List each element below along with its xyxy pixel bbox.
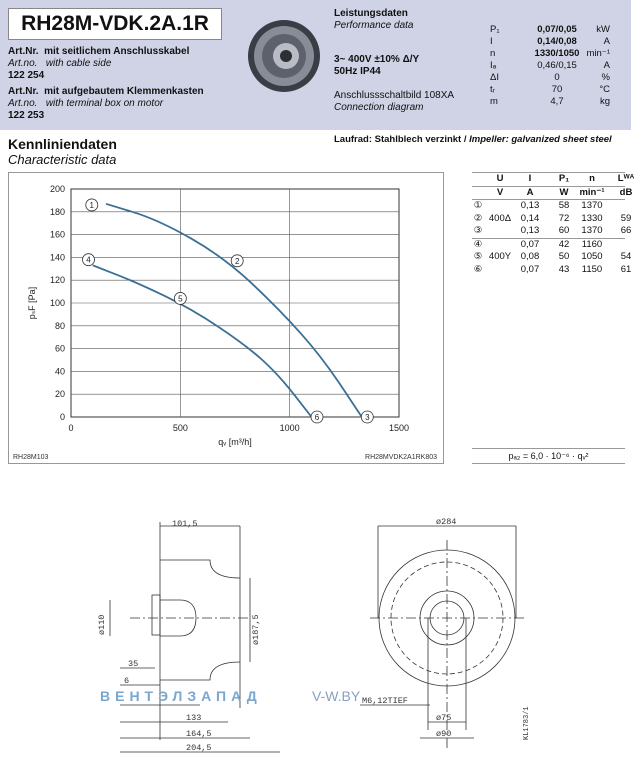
art2-line-en: Art.no. with terminal box on motor [8,98,164,109]
art1-number: 122 254 [8,70,45,81]
y-tick-label: 160 [49,229,65,240]
x-tick-label: 1500 [388,423,410,433]
table-cell: 1370 [581,200,603,211]
curve-marker-label: 6 [314,413,320,422]
svg-text:204,5: 204,5 [186,743,212,753]
svg-text:164,5: 164,5 [186,729,212,739]
table-cell: ③ [473,225,483,236]
y-tick-label: 80 [54,320,65,331]
fan-photo [244,16,324,96]
table-cell: 42 [558,238,570,250]
table-cell: U [496,173,504,184]
curve-marker-label: 5 [178,294,183,304]
table-cell: 61 [620,263,632,275]
watermark-url: V-W.BY [312,688,361,704]
param-row: Iₐ 0,46/0,15 A [490,60,610,71]
y-tick-label: 100 [49,298,65,308]
art2-number: 122 253 [8,110,45,121]
frequency: 50Hz IP44 [334,66,381,77]
param-row: ΔI 0 % [490,72,610,83]
chart-frame [8,172,444,464]
characteristic-table [472,172,635,276]
x-axis-label: qᵥ [m³/h] [218,437,252,447]
table-cell: 60 [558,225,570,236]
table-cell: n [589,173,595,184]
table-cell: 0,07 [520,263,540,275]
y-tick-label: 40 [54,366,65,377]
param-row: P₁ 0,07/0,05 kW [490,24,610,35]
dimension-drawing [0,500,631,768]
perf-title: Leistungsdaten [334,8,408,19]
table-cell: I [528,173,532,184]
table-cell: 0,07 [520,238,540,250]
svg-text:ø187,5: ø187,5 [251,614,261,645]
table-row [472,225,632,238]
svg-text:ø90: ø90 [436,729,452,739]
y-tick-label: 140 [49,252,65,263]
y-tick-label: 60 [54,343,65,354]
param-row: m 4,7 kg [490,96,610,107]
table-cell: 0,08 [520,251,540,262]
svg-text:M6,12TIEF: M6,12TIEF [362,696,408,706]
chart-footer-right: RH28MVDK2A1RK803 [365,454,437,461]
table-cell: 58 [558,200,570,211]
y-axis-label: pₛF [Pa] [27,286,37,320]
table-cell: 1330 [581,212,603,224]
series-line [106,204,362,417]
voltage: 3~ 400V ±10% Δ/Y [334,54,420,65]
connection-diagram: Anschlussschaltbild 108XA [334,90,455,101]
x-tick-label: 500 [172,423,188,433]
curve-marker-label: 1 [89,200,94,210]
table-cell: 1160 [581,238,603,250]
table-cell: 0,14 [520,212,540,224]
svg-text:133: 133 [186,713,202,723]
param-row: n 1330/1050 min⁻¹ [490,48,610,59]
table-cell: 0,13 [520,200,540,211]
svg-text:ø284: ø284 [436,517,457,527]
y-tick-label: 120 [49,275,65,286]
table-cell: 1050 [581,251,603,262]
section-title-en: Characteristic data [8,152,117,167]
connection-diagram-en: Connection diagram [334,102,424,113]
x-tick-label: 0 [68,423,74,433]
table-row [472,251,632,264]
table-row [472,172,635,186]
table-row [472,199,625,213]
table-cell: W [559,186,569,198]
table-cell: 59 [620,212,632,224]
table-cell: P₁ [558,173,570,184]
table-cell: 50 [558,251,570,262]
svg-text:6: 6 [124,676,130,686]
table-cell: A [526,186,534,198]
art1-line: Art.Nr. mit seitlichem Anschlusskabel [8,46,190,57]
impeller-note: Laufrad: Stahlblech verzinkt / Impeller: galvanized sheet steel [334,134,612,145]
table-cell: dB [619,186,633,198]
y-tick-label: 0 [59,412,65,422]
table-cell: 54 [620,251,632,262]
formula: pₐ₂ = 6,0 · 10⁻⁶ · qᵥ² [472,448,625,464]
curve-marker-label: 4 [86,255,91,265]
y-tick-label: 20 [54,389,65,400]
table-cell: V [496,186,504,198]
table-cell: 400Y [488,251,512,262]
table-cell: 400Δ [488,212,512,224]
table-cell: 0,13 [520,225,540,236]
table-cell: min⁻¹ [579,186,605,198]
table-row [472,263,632,277]
characteristic-chart [9,173,443,463]
x-tick-label: 1000 [279,423,300,433]
art1-line-en: Art.no. with cable side [8,58,112,69]
table-cell: ⑥ [473,263,483,275]
svg-text:ø110: ø110 [97,614,107,635]
svg-text:KL1783/1: KL1783/1 [523,706,531,740]
table-row [472,212,632,226]
y-tick-label: 200 [49,184,65,194]
table-cell: ② [473,212,483,224]
art2-line: Art.Nr. mit aufgebautem Klemmenkasten [8,86,204,97]
table-cell: 1150 [581,263,603,275]
watermark: ВЕНТЭЛЗАПАД [100,688,262,704]
perf-title-en: Performance data [334,20,414,31]
section-title: Kennliniendaten [8,136,117,152]
table-cell: ⑤ [473,251,483,262]
y-tick-label: 180 [49,206,65,217]
curve-marker-label: 2 [234,256,240,266]
front-dims [362,517,531,740]
svg-text:ø75: ø75 [436,713,452,723]
performance-table [490,24,610,108]
table-cell: Lᵂᴬ [617,173,635,184]
table-cell: ① [473,200,483,211]
table-cell: 66 [620,225,632,236]
table-row [472,186,633,200]
svg-text:101,5: 101,5 [172,519,198,529]
param-row: I 0,14/0,08 A [490,36,610,47]
table-row [472,238,625,252]
table-cell: 43 [558,263,570,275]
table-cell: 1370 [581,225,603,236]
svg-text:35: 35 [128,659,139,669]
param-row: tᵣ 70 °C [490,84,610,95]
chart-footer-left: RH28M103 [13,454,49,461]
table-cell: 72 [558,212,570,224]
model-title: RH28M-VDK.2A.1R [8,8,222,40]
curve-marker-label: 3 [365,413,370,422]
table-cell: ④ [473,238,483,250]
